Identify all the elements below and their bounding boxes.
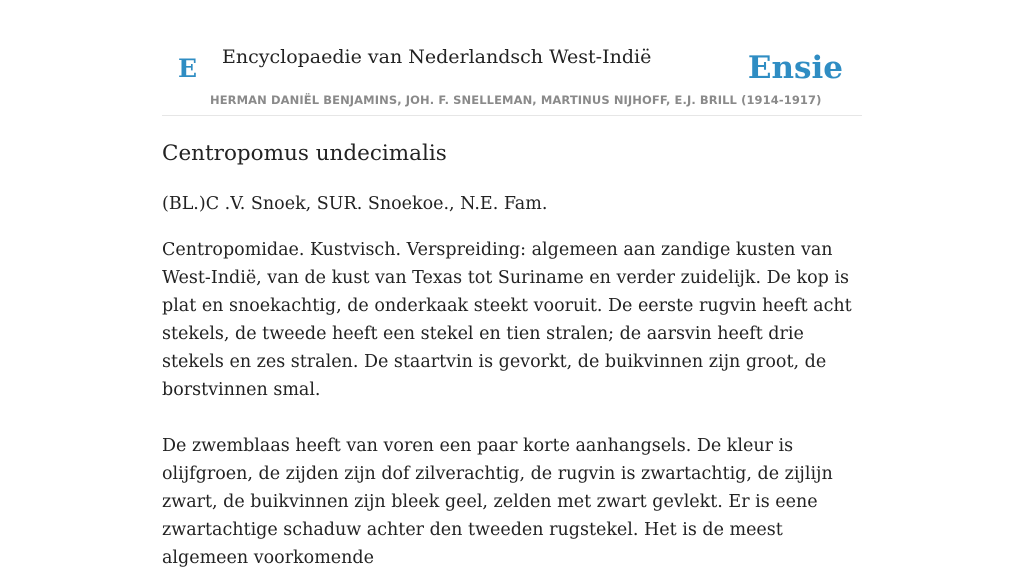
book-title-link[interactable]: Encyclopaedie van Nederlandsch West-Indië [222,46,652,68]
book-header [162,38,862,116]
entry-paragraph: De zwemblaas heeft van voren een paar korte aanhangsels. De kleur is olijfgroen, de zijden zijn dof zilverachtig, de rugvin is zwartachtig, de zijlijn zwart, de buikvinnen zijn bleek geel, zelden met zwart gevlekt. Er is eene zwartachtige schaduw achter den tweeden rugstekel. Het is de meest algemeen voorkomende [162,436,833,568]
book-credits: HERMAN DANIËL BENJAMINS, JOH. F. SNELLEMAN, MARTINUS NIJHOFF, E.J. BRILL (1914-1917) [210,93,822,107]
entry-names: (BL.)C .V. Snoek, SUR. Snoekoe., N.E. Fam. [162,194,548,214]
ensie-logo-link[interactable]: Ensie [747,50,843,86]
entry-content [162,138,862,572]
book-logo-link[interactable]: E [178,54,198,83]
entry-title: Centropomus undecimalis [162,141,447,166]
entry-paragraph: Centropomidae. Kustvisch. Verspreiding: algemeen aan zandige kusten van West-Indië, van de kust van Texas tot Suriname en verder zuidelijk. De kop is plat en snoekachtig, de onderkaak steekt vooruit. De eerste rugvin heeft acht stekels, de tweede heeft een stekel en tien stralen; de aarsvin heeft drie stekels en zes stralen. De staartvin is gevorkt, de buikvinnen zijn groot, de borstvinnen smal. [162,240,852,400]
